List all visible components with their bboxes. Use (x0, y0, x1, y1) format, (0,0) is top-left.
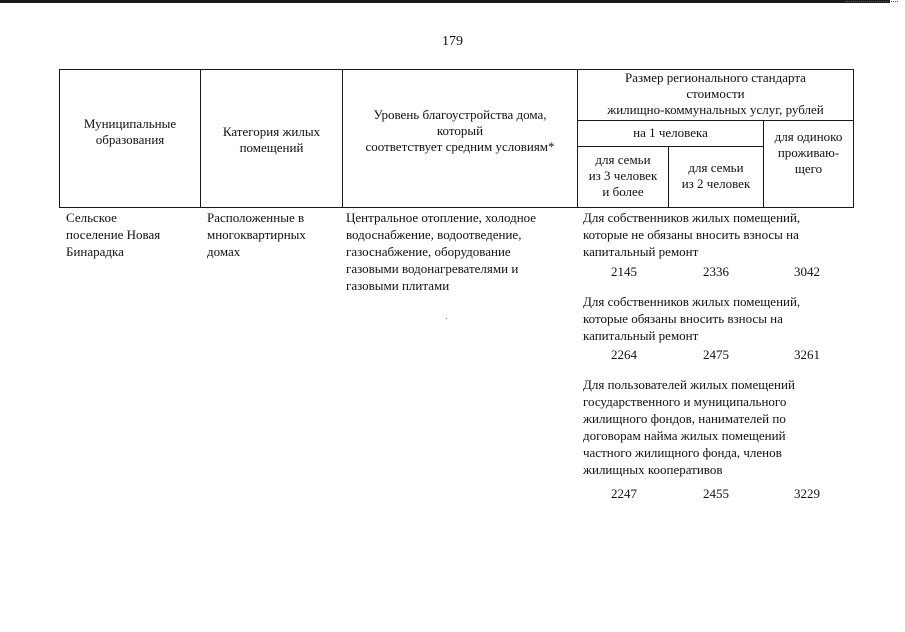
header-municipality: Муниципальные образования (83, 116, 177, 147)
header-family2: для семьи из 2 человек (681, 160, 751, 191)
header-single: для одиноко проживаю- щего (774, 129, 843, 176)
value-family2: 2455 (703, 486, 729, 501)
cell-level: Центральное отопление, холодное водоснабжение, водоотведение, газоснабжение, оборудование газовыми водонагревателями и газовыми плитами (346, 210, 537, 293)
cell-municipality: Сельское поселение Новая Бинарадка (66, 210, 161, 259)
cell-category: Расположенные в многоквартирных домах (207, 210, 306, 259)
value-family3: 2264 (611, 347, 637, 362)
group-label: Для пользователей жилых помещений государственного и муниципального жилищного фондов, нанимателей по договорам найма жилых помещений частного жилищного фонда, членов жилищных кооперативов (583, 377, 795, 477)
group-label: Для собственников жилых помещений, которые не обязаны вносить взносы на капитальный ремонт (583, 210, 801, 259)
per-person-divider (577, 146, 764, 147)
header-standard: Размер регионального стандарта стоимости жилищно-коммунальных услуг, рублей (607, 70, 824, 117)
value-single: 3229 (794, 486, 820, 501)
page-number: 179 (442, 34, 463, 49)
value-family2: 2475 (703, 347, 729, 362)
scan-speck (446, 318, 447, 319)
header-category: Категория жилых помещений (222, 124, 321, 155)
header-bottom-border (59, 207, 854, 208)
value-single: 3261 (794, 347, 820, 362)
value-family3: 2247 (611, 486, 637, 501)
header-level: Уровень благоустройства дома, который соответствует средним условиям* (365, 107, 555, 154)
value-single: 3042 (794, 264, 820, 279)
header-per-person: на 1 человека (633, 125, 708, 140)
header-family3: для семьи из 3 человек и более (588, 152, 658, 199)
subheader-divider (577, 120, 854, 121)
group-label: Для собственников жилых помещений, которые обязаны вносить взносы на капитальный ремонт (583, 294, 801, 343)
value-family3: 2145 (611, 264, 637, 279)
value-family2: 2336 (703, 264, 729, 279)
col-border-6 (853, 69, 854, 208)
